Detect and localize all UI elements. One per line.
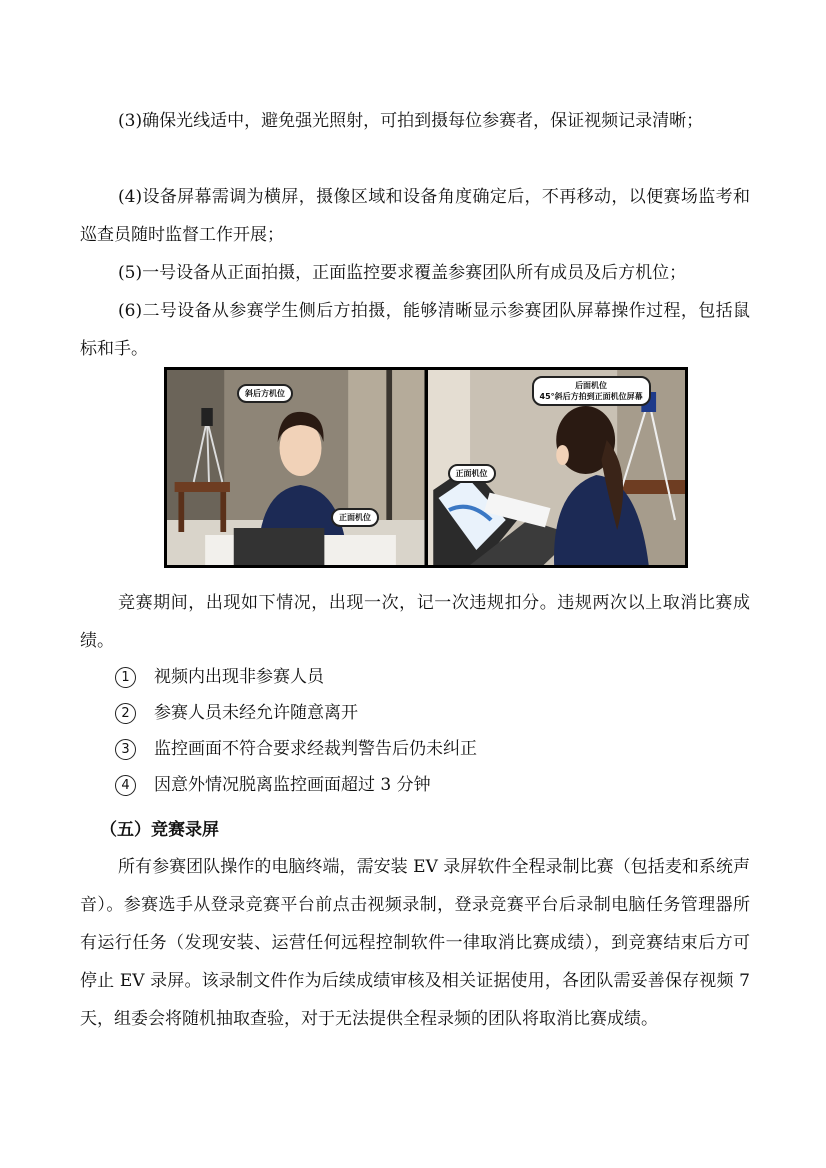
callout-rear-camera: 斜后方机位: [237, 384, 293, 403]
paragraph-item-4: (4)设备屏幕需调为横屏，摄像区域和设备角度确定后，不再移动，以便赛场监考和巡查员随时监督工作开展；: [80, 187, 750, 245]
violation-text: 视频内出现非参赛人员: [154, 667, 324, 687]
section-heading: （五）竞赛录屏: [100, 820, 219, 840]
violation-text: 参赛人员未经允许随意离开: [154, 703, 358, 723]
recording-paragraph: 所有参赛团队操作的电脑终端，需安装 EV 录屏软件全程录制比赛（包括麦和系统声音）。参赛选手从登录竞赛平台前点击视频录制，登录竞赛平台后录制电脑任务管理器所有运行任务（发现安装、运营任何远程控制软件一律取消比赛成绩），到竞赛结束后方可停止 EV 录屏。该录制文件作为后续成绩审核及相关证据使用，各团队需妥善保存视频 7 天，组委会将随机抽取查验，对于无法提供全程录频的团队将取消比赛成绩。: [80, 857, 750, 1029]
paragraph-item-3: (3)确保光线适中，避免强光照射，可拍到摄每位参赛者，保证视频记录清晰；: [118, 111, 704, 131]
photo-front-view: [167, 370, 425, 565]
photo-rear-view: [428, 370, 686, 565]
callout-line-2: 45°斜后方拍到正面机位屏幕: [539, 392, 643, 401]
violations-intro: 竞赛期间，出现如下情况，出现一次，记一次违规扣分。违规两次以上取消比赛成绩。: [80, 593, 750, 651]
front-view-illustration: [167, 370, 425, 565]
violation-item: [115, 767, 431, 803]
list-marker: 1: [115, 667, 136, 688]
violation-text: 监控画面不符合要求经裁判警告后仍未纠正: [154, 739, 477, 759]
violation-item: [115, 695, 358, 731]
camera-setup-photos: [164, 367, 688, 568]
violation-item: [115, 731, 477, 767]
paragraph-item-5: (5)一号设备从正面拍摄，正面监控要求覆盖参赛团队所有成员及后方机位；: [118, 263, 687, 283]
callout-front-camera: 正面机位: [331, 508, 379, 527]
list-marker: 2: [115, 703, 136, 724]
callout-line-1: 后面机位: [575, 381, 608, 390]
violation-text: 因意外情况脱离监控画面超过 3 分钟: [154, 775, 431, 795]
callout-front-camera-right: 正面机位: [448, 464, 496, 483]
list-marker: 4: [115, 775, 136, 796]
paragraph-item-6: (6)二号设备从参赛学生侧后方拍摄，能够清晰显示参赛团队屏幕操作过程，包括鼠标和手。: [80, 301, 750, 359]
violation-item: [115, 659, 324, 695]
list-marker: 3: [115, 739, 136, 760]
callout-rear-camera-45: [532, 376, 651, 406]
